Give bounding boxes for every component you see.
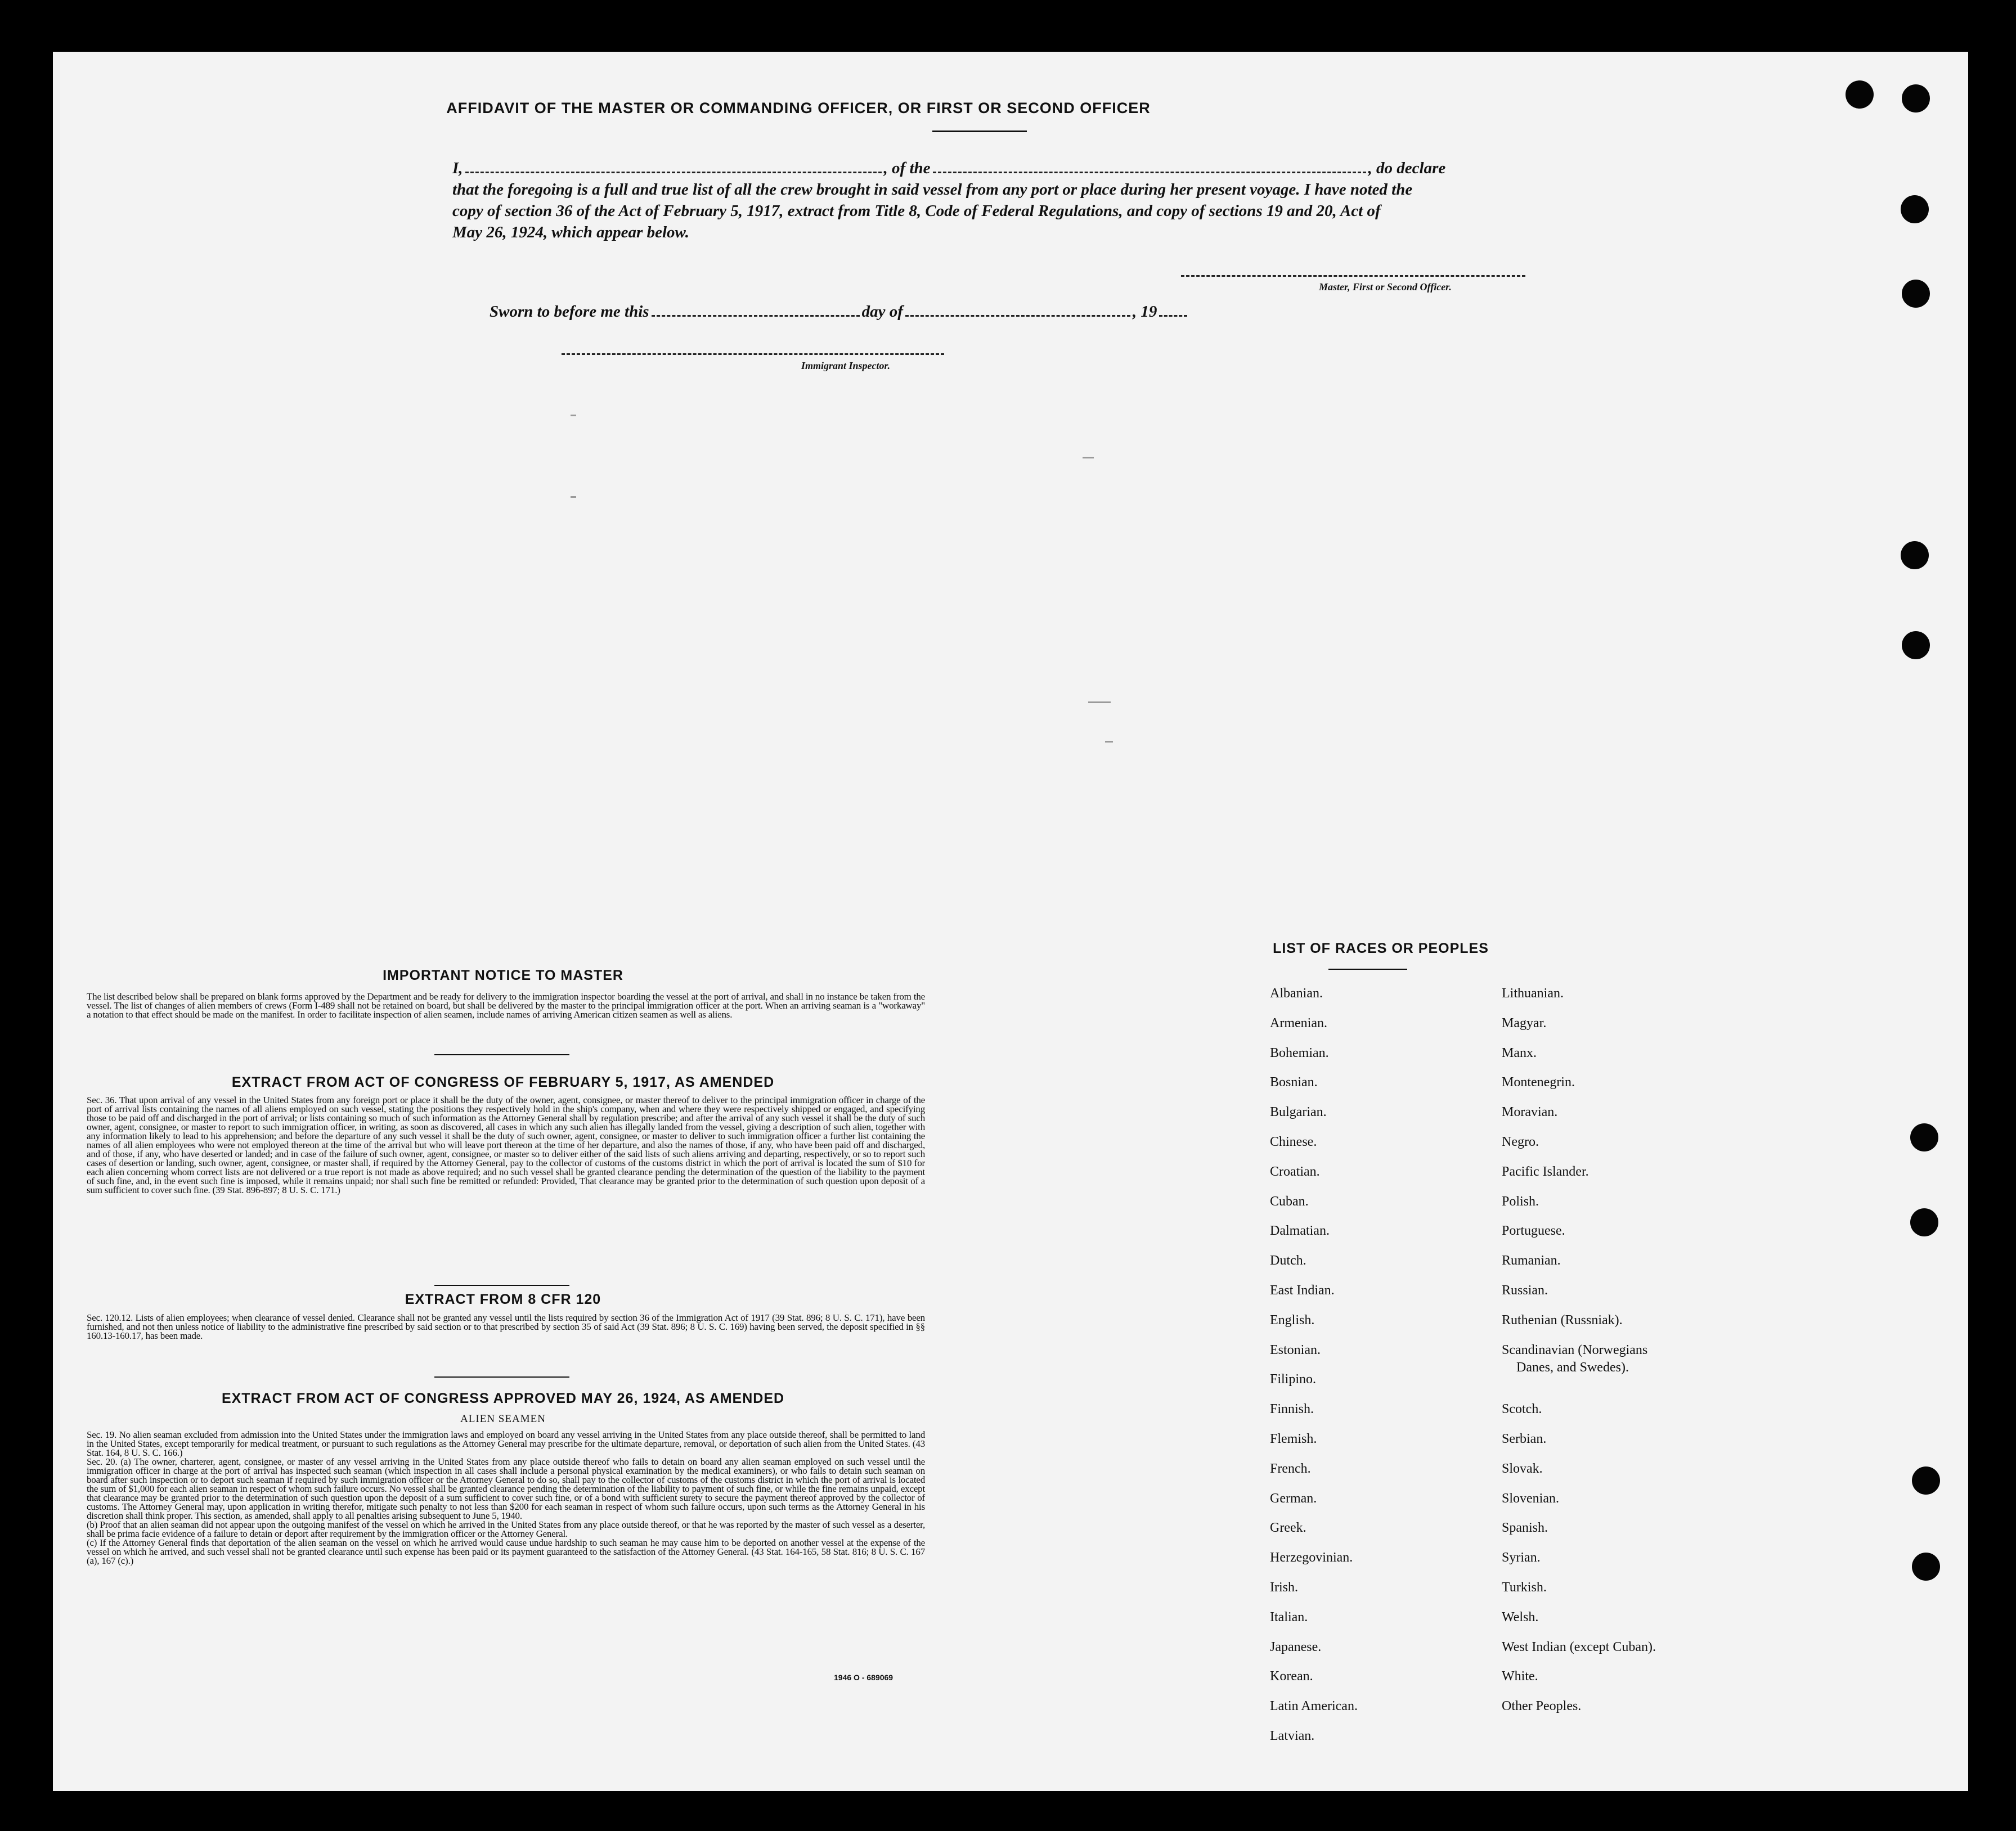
- race-item: Filipino.: [1270, 1372, 1317, 1387]
- race-item: Irish.: [1270, 1580, 1298, 1595]
- punch-hole: [1912, 1466, 1940, 1495]
- stray-mark: [1088, 701, 1111, 703]
- extract-1917-text: Sec. 36. That upon arrival of any vessel in the United States from any foreign port or place it shall be the duty of the owner, agent, consignee, or master thereof to deliver to the principal immigration officer in charge of the port of arrival lists containing the names of all aliens employed on such vessel, stating the positions they respectively hold in the ship's company, when and where they were respectively shipped or engaged, and specifying those to be paid off and discharged in the port of arrival; or lists containing so much of such information as the Attorney General shall by regulation prescribe; and after the arrival of any such vessel it shall be the duty of such owner, agent, consignee, or master to report to such immigration officer, in writing, as soon as discovered, all cases in which any such alien has illegally landed from the vessel, giving a description of such alien, together with any information likely to lead to his apprehension; and before the departure of any such vessel it shall be the duty of such owner, agent, consignee, or master to deliver to such immigration officer a further list containing the names of all alien employees who were not employed thereon at the time of the arrival but who will leave port thereon at the time of her departure, and also the names of those, if any, who have been paid off and discharged, and of those, if any, who have deserted or landed; and in case of the failure of such owner, agent, consignee, or master so to deliver either of the said lists of such aliens arriving and departing, respectively, or so to report such cases of desertion or landing, such owner, agent, consignee, or master shall, if required by the Attorney General, pay to the collector of customs of the customs district in which the port of arrival is located the sum of $10 for each alien concerning whom correct lists are not delivered or a true report is not made as above required; and no such vessel shall be granted clearance pending the determination of the question of the liability to the payment of such fine, and, in the event such fine is imposed, while it remains unpaid; nor shall such fine be remitted or refunded: Provided, That clearance may be granted prior to the determination of such question upon deposit of a sum sufficient to cover such fine. (39 Stat. 896-897; 8 U. S. C. 171.): [87, 1095, 925, 1195]
- race-item: Russian.: [1502, 1283, 1548, 1298]
- vessel-blank[interactable]: [933, 172, 1366, 173]
- stray-mark: [571, 496, 576, 498]
- stray-mark: [1105, 741, 1113, 743]
- race-item: Welsh.: [1502, 1609, 1539, 1625]
- race-item: Magyar.: [1502, 1015, 1547, 1031]
- race-item: Estonian.: [1270, 1342, 1321, 1357]
- race-item: Syrian.: [1502, 1550, 1541, 1565]
- stray-mark: [571, 415, 576, 416]
- race-item: Italian.: [1270, 1609, 1308, 1625]
- punch-hole: [1901, 541, 1929, 569]
- races-title-underline: [1328, 969, 1407, 970]
- name-blank[interactable]: [465, 172, 882, 173]
- punch-hole: [1912, 1553, 1940, 1581]
- affidavit-title: AFFIDAVIT OF THE MASTER OR COMMANDING OFFICER, OR FIRST OR SECOND OFFICER: [446, 100, 1151, 116]
- race-item: Other Peoples.: [1502, 1699, 1582, 1714]
- extract-cfr-title: EXTRACT FROM 8 CFR 120: [405, 1292, 601, 1307]
- affidavit-line-3: copy of section 36 of the Act of February 5, 1917, extract from Title 8, Code of Federal Regulations, and copy of sections 19 and 20, Act of: [452, 202, 1381, 220]
- race-item: Pacific Islander.: [1502, 1164, 1589, 1179]
- sworn-day-blank[interactable]: [652, 315, 860, 317]
- section-divider: [434, 1054, 569, 1055]
- race-item: Danes, and Swedes).: [1516, 1360, 1629, 1375]
- inspector-signature-line[interactable]: [562, 353, 944, 355]
- affidavit-body: [452, 158, 1533, 243]
- master-signature-line[interactable]: [1181, 275, 1525, 277]
- race-item: White.: [1502, 1669, 1538, 1684]
- affidavit-of-the: , of the: [883, 159, 931, 177]
- race-item: Korean.: [1270, 1669, 1313, 1684]
- race-item: Dutch.: [1270, 1253, 1306, 1268]
- race-item: English.: [1270, 1312, 1315, 1328]
- sworn-statement: [490, 303, 1189, 321]
- affidavit-declare: , do declare: [1368, 159, 1446, 177]
- title-underline: [932, 131, 1027, 132]
- notice-text: The list described below shall be prepared on blank forms approved by the Department and be ready for delivery to the immigration inspector boarding the vessel at the port of arrival, and shall in no instance be taken from the vessel. The list of changes of alien members of crews (Form I-489 shall not be retained on board, but shall be delivered by the master to the principal immigration officer at the port. When an arriving seaman is a "workaway" a notation to that effect should be made on the manifest. In order to facilitate inspection of alien seamen, include names of arriving American citizen seamen as well as aliens.: [87, 991, 925, 1020]
- section-20b-text: (b) Proof that an alien seaman did not appear upon the outgoing manifest of the vessel on which he arrived in the United States from any place outside thereof, or that he was reported by the master of such vessel as a deserter, shall be prima facie evidence of a failure to detain or deport after requirement by the immigration officer or the Attorney General.: [87, 1519, 925, 1539]
- punch-hole: [1902, 280, 1930, 308]
- race-item: Slovenian.: [1502, 1491, 1559, 1506]
- race-item: Bulgarian.: [1270, 1105, 1327, 1120]
- section-divider: [434, 1285, 569, 1286]
- race-item: Ruthenian (Russniak).: [1502, 1312, 1623, 1328]
- race-item: Dalmatian.: [1270, 1223, 1330, 1239]
- section-20c-text: (c) If the Attorney General finds that deportation of the alien seaman on the vessel on which he arrived would cause undue hardship to such seaman he may cause him to be deported on another vessel at the expense of the vessel on which he arrived, and such vessel shall not be granted clearance until such expense has been paid or its payment guaranteed to the satisfaction of the Attorney General. (43 Stat. 164-165, 58 Stat. 816; 8 U. S. C. 167 (a), 167 (c).): [87, 1537, 925, 1566]
- race-item: Scandinavian (Norwegians: [1502, 1342, 1648, 1357]
- punch-hole: [1846, 80, 1874, 109]
- extract-cfr-text: Sec. 120.12. Lists of alien employees; when clearance of vessel denied. Clearance shall not be granted any vessel until the lists required by section 36 of the Immigration Act of 1917 (39 Stat. 896; 8 U. S. C. 171), have been furnished, and not then unless notice of liability to the administrative fine prescribed by said section or to that prescribed by section 35 of said Act (39 Stat. 896; 8 U. S. C. 169) having been served, the deposit specified in §§ 160.13-160.17, has been made.: [87, 1312, 925, 1341]
- race-item: Manx.: [1502, 1045, 1537, 1060]
- race-item: Bohemian.: [1270, 1045, 1329, 1060]
- race-item: Turkish.: [1502, 1580, 1547, 1595]
- race-item: Negro.: [1502, 1135, 1539, 1149]
- race-item: Montenegrin.: [1502, 1075, 1575, 1090]
- race-item: Portuguese.: [1502, 1223, 1565, 1239]
- race-item: Cuban.: [1270, 1194, 1309, 1209]
- extract-1924-subtitle: ALIEN SEAMEN: [460, 1413, 546, 1425]
- section-divider: [434, 1376, 569, 1378]
- race-item: Scotch.: [1502, 1402, 1542, 1417]
- race-item: Flemish.: [1270, 1432, 1317, 1446]
- race-item: Albanian.: [1270, 986, 1323, 1001]
- document-page: [53, 52, 1968, 1791]
- affidavit-line-1: [452, 158, 1533, 179]
- race-item: German.: [1270, 1491, 1317, 1506]
- section-19-text: Sec. 19. No alien seaman excluded from admission into the United States under the immigration laws and employed on board any vessel arriving in the United States from any place outside thereof, shall be permitted to land in the United States, except temporarily for medical treatment, or pursuant to such regulations as the Attorney General may prescribe for the ultimate departure, removal, or deportation of such alien from the United States. (43 Stat. 164, 8 U. S. C. 166.): [87, 1429, 925, 1458]
- race-item: West Indian (except Cuban).: [1502, 1639, 1656, 1654]
- race-item: Slovak.: [1502, 1461, 1543, 1476]
- race-item: Moravian.: [1502, 1105, 1558, 1120]
- punch-hole: [1910, 1123, 1938, 1151]
- affidavit-lead: I,: [452, 159, 463, 177]
- extract-1924-text: [87, 1430, 925, 1565]
- master-signature-caption: Master, First or Second Officer.: [1319, 281, 1452, 293]
- race-item: Croatian.: [1270, 1164, 1320, 1179]
- punch-hole: [1902, 84, 1930, 113]
- sworn-year-blank[interactable]: [1159, 315, 1187, 317]
- sworn-month-blank[interactable]: [905, 315, 1130, 317]
- affidavit-line-2: that the foregoing is a full and true list of all the crew brought in said vessel from any port or place during her present voyage. I have noted the: [452, 181, 1413, 199]
- race-item: East Indian.: [1270, 1283, 1335, 1298]
- sworn-day-of: day of: [861, 303, 903, 321]
- race-item: Bosnian.: [1270, 1075, 1318, 1090]
- race-item: Japanese.: [1270, 1639, 1322, 1654]
- stray-mark: [1083, 457, 1094, 458]
- race-item: Latin American.: [1270, 1699, 1358, 1714]
- punch-hole: [1902, 631, 1930, 659]
- section-20a-text: Sec. 20. (a) The owner, charterer, agent, consignee, or master of any vessel arriving in the United States from any place outside thereof who fails to detain on board any alien seaman employed on such vessel until the immigration officer in charge at the port of arrival has inspected such seaman (which inspection in all cases shall include a personal physical examination by the medical examiners), or who fails to detain such seaman on board after such inspection or to deport such seaman if required by such immigration officer or the Attorney General to do so, shall pay to the collector of customs of the customs district in which the port of arrival is located the sum of $1,000 for each alien seaman in respect of whom such failure occurs. No vessel shall be granted clearance pending the determination of the liability to payment of such fine, or while the fine remains unpaid, except that clearance may be granted prior to the determination of such question upon the deposit of a sum sufficient to cover such fine, or of a bond with sufficient surety to secure the payment thereof approved by the collector of customs. The Attorney General may, upon application in writing therefor, mitigate such penalty to not less than $200 for each seaman in respect of whom such failure occurs, upon such terms as the Attorney General in his discretion shall think proper. This section, as amended, shall apply to all penalties arising subsequent to June 5, 1940.: [87, 1456, 925, 1521]
- race-item: French.: [1270, 1461, 1311, 1476]
- race-item: Greek.: [1270, 1520, 1306, 1536]
- race-item: Lithuanian.: [1502, 986, 1564, 1001]
- race-item: Herzegovinian.: [1270, 1550, 1353, 1565]
- race-item: Serbian.: [1502, 1432, 1547, 1446]
- race-item: Finnish.: [1270, 1402, 1314, 1417]
- race-item: Spanish.: [1502, 1520, 1548, 1536]
- notice-title: IMPORTANT NOTICE TO MASTER: [383, 968, 623, 983]
- race-item: Chinese.: [1270, 1135, 1317, 1149]
- race-item: Latvian.: [1270, 1729, 1315, 1743]
- sworn-year: , 19: [1132, 303, 1157, 321]
- inspector-caption: Immigrant Inspector.: [801, 360, 891, 371]
- extract-1924-title: EXTRACT FROM ACT OF CONGRESS APPROVED MAY 26, 1924, AS AMENDED: [221, 1391, 785, 1406]
- punch-hole: [1910, 1208, 1938, 1236]
- extract-1917-title: EXTRACT FROM ACT OF CONGRESS OF FEBRUARY 5, 1917, AS AMENDED: [231, 1074, 775, 1090]
- print-code: 1946 O - 689069: [834, 1673, 893, 1682]
- race-item: Rumanian.: [1502, 1253, 1561, 1268]
- affidavit-line-4: May 26, 1924, which appear below.: [452, 223, 690, 241]
- race-item: Armenian.: [1270, 1015, 1327, 1031]
- race-item: Polish.: [1502, 1194, 1539, 1209]
- punch-hole: [1901, 195, 1929, 223]
- sworn-lead: Sworn to before me this: [490, 303, 649, 321]
- races-title: LIST OF RACES OR PEOPLES: [1273, 941, 1489, 956]
